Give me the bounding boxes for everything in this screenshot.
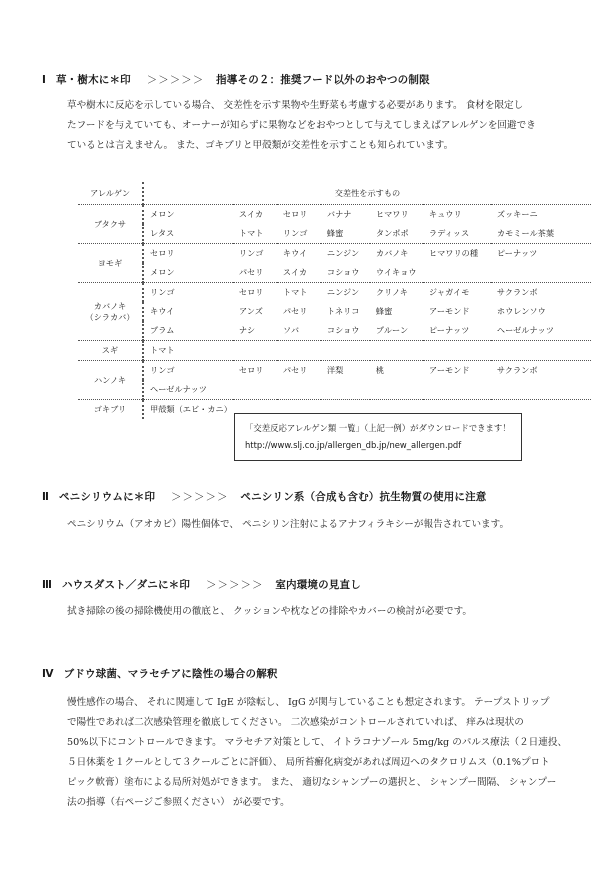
section-4-heading — [42, 666, 278, 681]
cross-reactive-item: カモミール茶葉 — [496, 228, 555, 238]
cross-reactive-item — [233, 380, 277, 400]
section-2-line: ペニシリウム（アオカビ）陽性個体で、 ペニシリン注射によるアナフィラキシーが報告されています。 — [67, 519, 510, 530]
cross-reactive-item — [491, 380, 591, 400]
section-1-label: 草・樹木に＊印 — [55, 74, 131, 86]
table-row — [78, 341, 591, 361]
cross-reactive-item: クリノキ — [370, 283, 423, 303]
cross-reactive-item: ピーナッツ — [428, 325, 470, 335]
section-2-label: ペニシリウムに＊印 — [58, 491, 156, 503]
section-4-line: ピック軟膏）塗布による局所対処ができます。 また、 適切なシャンプーの選択と、 シャンプー間隔、 シャンプー — [67, 777, 557, 788]
cross-reactive-item: リンゴ — [282, 228, 308, 238]
cross-reactive-item: サクランボ — [491, 283, 591, 303]
cross-reactive-item: キウイ — [277, 244, 321, 264]
header-allergen: アレルゲン — [78, 182, 143, 205]
cross-reactive-item: ジャガイモ — [423, 283, 491, 303]
section-4-title: ブドウ球菌、マラセチアに陰性の場合の解釈 — [63, 668, 278, 680]
table-row — [78, 321, 591, 341]
section-2-body — [67, 515, 587, 535]
download-notice-text: 「交差反応アレルゲン類 一覧」（上記一例）がダウンロードできます！ — [245, 423, 511, 433]
section-3-heading — [42, 577, 361, 592]
table-header-row — [78, 182, 591, 205]
download-url-link[interactable]: http://www.slj.co.jp/allergen_db.jp/new_allergen.pdf — [245, 440, 462, 450]
section-2-number: Ⅱ — [42, 491, 50, 503]
cross-reactive-item: 桃 — [370, 361, 423, 381]
cross-reactive-item: セロリ — [233, 361, 277, 381]
cross-reactive-item: トマト — [238, 228, 264, 238]
section-1-line: ているとは言えません。 また、ゴキブリと甲殻類が交差性を示すことも知られています。 — [67, 140, 454, 151]
cross-reactive-item — [423, 263, 491, 283]
section-4-line: で陽性であれば二次感染管理を徹底してください。 二次感染がコントロールされていれば、 痒みは現状の — [67, 717, 524, 728]
cross-reactive-item: スイカ — [233, 205, 277, 225]
section-4-number: Ⅳ — [42, 668, 54, 680]
cross-reactive-item: プルーン — [375, 325, 409, 335]
section-4-line: 法の指導（右ページご参照ください） が必要です。 — [67, 797, 290, 808]
section-3-title: 室内環境の見直し — [275, 579, 361, 591]
cross-reactive-item — [321, 380, 370, 400]
cross-reactive-item: トマト — [277, 283, 321, 303]
section-4-line: ５日休薬を１クールとして３クールごとに評価）、 局所苔癬化病変があれば周辺へのタクロリムス（0.1%プロト — [67, 757, 550, 768]
cross-reactive-item — [277, 380, 321, 400]
section-1-arrows: ＞＞＞＞＞ — [146, 74, 205, 86]
table-row — [78, 205, 591, 225]
cross-reactive-item — [321, 341, 370, 361]
cross-reactive-item — [423, 380, 491, 400]
cross-reactive-item: メロン — [150, 267, 175, 277]
cross-reactive-item: リンゴ — [143, 361, 233, 381]
section-1-line: たフードを与えていても、オーナーが知らずに果物などをおやつとして与えてしまえばアレルゲンを回避でき — [67, 120, 536, 131]
section-3-arrows: ＞＞＞＞＞ — [205, 579, 264, 591]
table-row — [78, 224, 591, 244]
section-2-arrows: ＞＞＞＞＞ — [171, 491, 229, 503]
cross-reactive-item: ヘーゼルナッツ — [496, 325, 554, 335]
cross-reactive-item — [370, 341, 423, 361]
section-4-line: 50%以下にコントロールできます。 マラセチア対策として、 イトラコナゾール 5mg/kg のパルス療法（２日連投、 — [67, 737, 568, 748]
table-row — [78, 263, 591, 283]
cross-reactive-item: 洋梨 — [321, 361, 370, 381]
cross-reactive-item: カバノキ — [370, 244, 423, 264]
cross-reactive-item: スイカ — [282, 267, 308, 277]
cross-reactive-item: トネリコ — [326, 306, 360, 316]
cross-reactive-item: セロリ — [233, 283, 277, 303]
section-4-line: 慢性感作の場合、 それに関連して IgE が陰転し、 IgG が関与していることも想定されます。 テープストリップ — [67, 697, 550, 708]
allergen-cross-reactivity-table — [78, 182, 591, 419]
cross-reactive-item: リンゴ — [143, 283, 233, 303]
section-1-line: 草や樹木に反応を示している場合、 交差性を示す果物や生野菜も考慮する必要があります。 食材を限定し — [67, 100, 524, 111]
section-2-heading — [42, 489, 487, 504]
cross-reactive-item: タンポポ — [375, 228, 409, 238]
cross-reactive-item — [370, 380, 423, 400]
section-3-line: 拭き掃除の後の掃除機使用の徹底と、 クッションや枕などの排除やカバーの検討が必要です。 — [67, 606, 473, 617]
cross-reactive-item: メロン — [143, 205, 233, 225]
table-row — [78, 380, 591, 400]
section-1-heading — [42, 72, 430, 87]
table-row — [78, 361, 591, 381]
cross-reactive-item — [277, 341, 321, 361]
section-4-body — [67, 693, 597, 813]
cross-reactive-item: コショウ — [326, 325, 360, 335]
cross-reactive-item: コショウ — [326, 267, 360, 277]
cross-reactive-item: ヘーゼルナッツ — [150, 384, 207, 394]
header-cross-reactive: 交差性を示すもの — [334, 187, 401, 198]
cross-reactive-item: ホウレンソウ — [496, 306, 546, 316]
cross-reactive-item: トマト — [143, 341, 233, 361]
cross-reactive-item: セロリ — [277, 205, 321, 225]
cross-reactive-item: パセリ — [282, 306, 308, 316]
section-1-title: 指導その２：推奨フード以外のおやつの制限 — [216, 74, 430, 86]
cross-reactive-item: アンズ — [238, 306, 263, 316]
download-notice-box — [234, 413, 522, 461]
section-1-number: Ⅰ — [42, 74, 47, 86]
allergen-name: ブタクサ — [78, 205, 143, 244]
cross-reactive-item: 蜂蜜 — [326, 228, 344, 238]
cross-reactive-item — [423, 341, 491, 361]
cross-reactive-item: パセリ — [277, 361, 321, 381]
cross-reactive-item: キウイ — [150, 306, 175, 316]
cross-reactive-item: ウイキョウ — [375, 267, 417, 277]
cross-reactive-item: ヒマワリ — [370, 205, 423, 225]
cross-reactive-item — [491, 341, 591, 361]
table-row — [78, 283, 591, 303]
section-3-body — [67, 602, 587, 622]
cross-reactive-item: サクランボ — [491, 361, 591, 381]
allergen-name: ゴキブリ — [78, 400, 143, 420]
cross-reactive-item: 甲殻類（エビ・カニ） — [143, 400, 233, 420]
table-row — [78, 244, 591, 264]
cross-reactive-item: リンゴ — [233, 244, 277, 264]
allergen-name: スギ — [78, 341, 143, 361]
cross-reactive-item: ナシ — [238, 325, 256, 335]
cross-reactive-item: ニンジン — [321, 244, 370, 264]
cross-reactive-item: セロリ — [143, 244, 233, 264]
cross-reactive-item: レタス — [150, 228, 175, 238]
cross-reactive-item: ソバ — [282, 325, 300, 335]
cross-reactive-item: パセリ — [238, 267, 264, 277]
cross-reactive-item: ズッキーニ — [491, 205, 591, 225]
section-2-title: ペニシリン系（合成も含む）抗生物質の使用に注意 — [240, 491, 487, 503]
cross-reactive-item: ピーナッツ — [491, 244, 591, 264]
table-row — [78, 302, 591, 321]
cross-reactive-item: ラディッス — [428, 228, 470, 238]
allergen-name: カバノキ （シラカバ） — [78, 283, 143, 341]
section-3-number: Ⅲ — [42, 579, 53, 591]
cross-reactive-item: バナナ — [321, 205, 370, 225]
cross-reactive-item: キュウリ — [423, 205, 491, 225]
cross-reactive-item: プラム — [150, 325, 175, 335]
cross-reactive-item: 蜂蜜 — [375, 306, 393, 316]
allergen-name: ハンノキ — [78, 361, 143, 400]
cross-reactive-item: アーモンド — [428, 306, 470, 316]
section-3-label: ハウスダスト／ダニに＊印 — [62, 579, 191, 591]
allergen-name: ヨモギ — [78, 244, 143, 283]
cross-reactive-item: ヒマワリの種 — [423, 244, 491, 264]
cross-reactive-item: アーモンド — [423, 361, 491, 381]
section-1-body — [67, 96, 587, 156]
cross-reactive-item: ニンジン — [321, 283, 370, 303]
cross-reactive-item — [233, 341, 277, 361]
cross-reactive-item — [491, 263, 591, 283]
